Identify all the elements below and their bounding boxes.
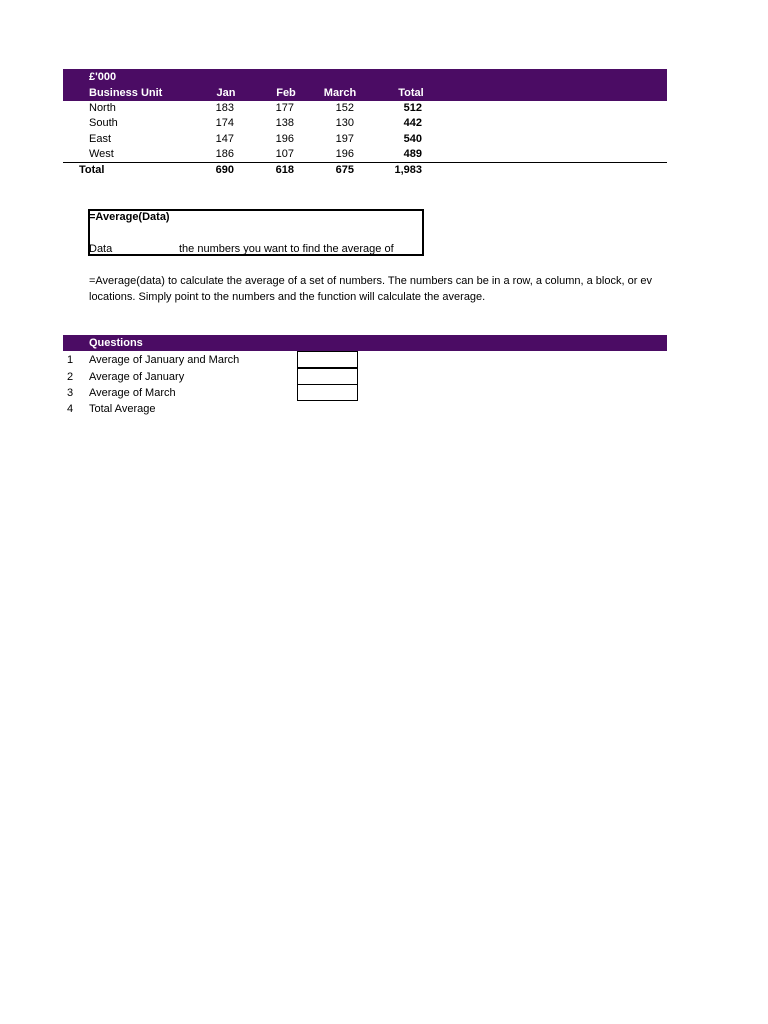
description-line-2: locations. Simply point to the numbers and the function will calculate the average. — [89, 291, 486, 303]
totals-label: Total — [79, 164, 105, 176]
row-unit: West — [89, 148, 114, 160]
answer-cell-3[interactable] — [297, 384, 358, 401]
question-text: Average of January — [89, 371, 185, 383]
header-jan: Jan — [216, 87, 236, 99]
row-feb: 196 — [275, 133, 294, 145]
totals-march: 675 — [335, 164, 354, 176]
questions-header-band — [63, 335, 667, 351]
questions-title: Questions — [89, 337, 143, 349]
row-feb: 107 — [275, 148, 294, 160]
row-unit: South — [89, 117, 118, 129]
header-business-unit: Business Unit — [89, 87, 163, 99]
formula-arg-name: Data — [89, 243, 113, 255]
header-march: March — [323, 87, 357, 99]
row-total: 540 — [403, 133, 422, 145]
row-jan: 183 — [215, 102, 234, 114]
totals-jan: 690 — [215, 164, 234, 176]
row-march: 196 — [335, 148, 354, 160]
formula-arg-desc: the numbers you want to find the average of — [179, 243, 394, 255]
question-text: Average of January and March — [89, 354, 240, 366]
row-feb: 177 — [275, 102, 294, 114]
row-total: 442 — [403, 117, 422, 129]
row-march: 130 — [335, 117, 354, 129]
answer-cell-1[interactable] — [297, 351, 358, 368]
row-jan: 174 — [215, 117, 234, 129]
row-jan: 186 — [215, 148, 234, 160]
answer-cell-2[interactable] — [297, 368, 358, 385]
question-number: 4 — [67, 403, 74, 415]
header-feb: Feb — [276, 87, 296, 99]
totals-total: 1,983 — [394, 164, 422, 176]
question-text: Total Average — [89, 403, 156, 415]
description-line-1: =Average(data) to calculate the average of a set of numbers. The numbers can be in a row, a column, a block, or ev — [89, 275, 653, 287]
question-number: 1 — [67, 354, 74, 366]
row-unit: North — [89, 102, 116, 114]
question-number: 2 — [67, 371, 74, 383]
row-jan: 147 — [215, 133, 234, 145]
row-feb: 138 — [275, 117, 294, 129]
question-number: 3 — [67, 387, 74, 399]
formula-syntax: =Average(Data) — [89, 211, 170, 223]
row-march: 152 — [335, 102, 354, 114]
row-march: 197 — [335, 133, 354, 145]
row-total: 512 — [403, 102, 422, 114]
totals-divider — [63, 162, 667, 163]
row-unit: East — [89, 133, 112, 145]
header-total: Total — [398, 87, 424, 99]
unit-label: £'000 — [89, 71, 117, 83]
row-total: 489 — [403, 148, 422, 160]
question-text: Average of March — [89, 387, 176, 399]
totals-feb: 618 — [275, 164, 294, 176]
